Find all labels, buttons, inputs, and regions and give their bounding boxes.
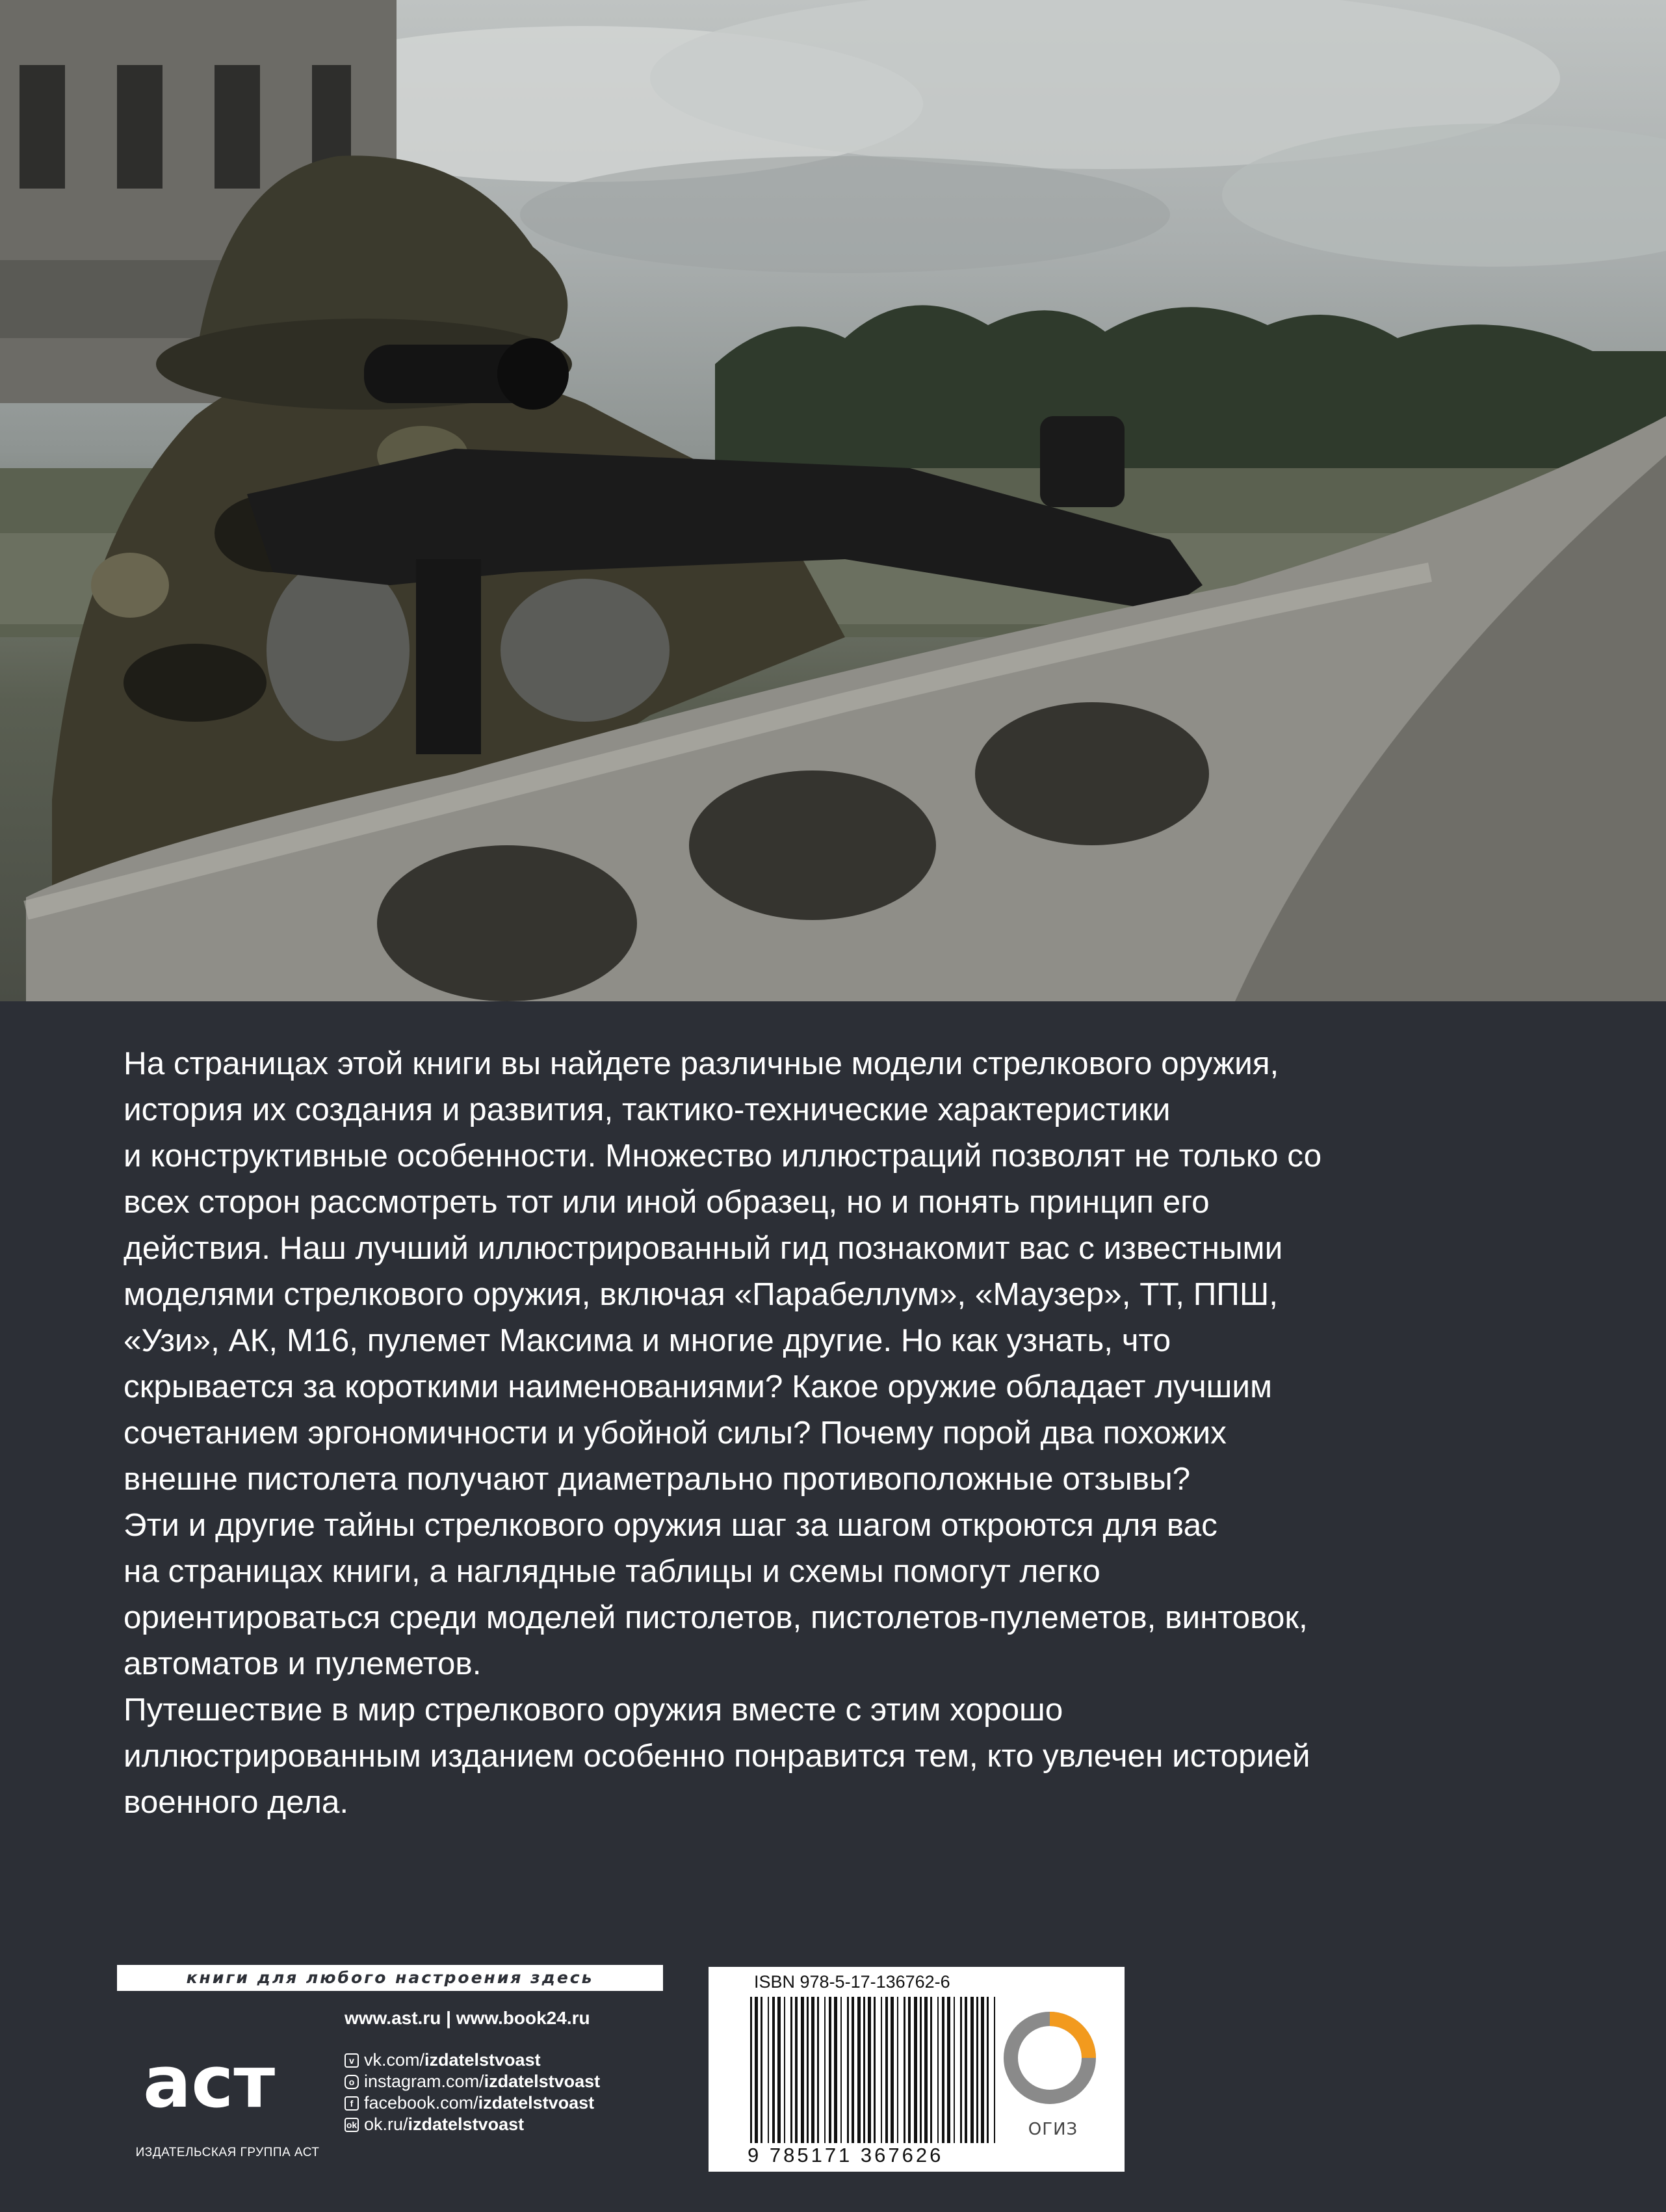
publisher-caption: ИЗДАТЕЛЬСКАЯ ГРУППА АСТ: [135, 2146, 320, 2159]
ogiz-label: ОГИЗ: [1028, 2120, 1078, 2139]
publisher-links: [345, 2008, 709, 2135]
social-prefix: instagram.com/: [364, 2072, 484, 2091]
description-line: внешне пистолета получают диаметрально противоположные отзывы?: [124, 1461, 1191, 1497]
barcode-bar: [817, 1997, 819, 2143]
barcode-bar: [874, 1997, 876, 2143]
barcode-bar: [777, 1997, 781, 2143]
description-line: «Узи», АК, М16, пулемет Максима и многие другие. Но как узнать, что: [124, 1323, 1171, 1358]
description-line: действия. Наш лучший иллюстрированный гид познакомит вас с известными: [124, 1230, 1283, 1266]
social-prefix: ok.ru/: [364, 2114, 408, 2134]
social-link-instagram[interactable]: [345, 2071, 709, 2092]
barcode-bar: [970, 1997, 974, 2143]
publisher-slogan: книги для любого настроения здесь: [117, 1965, 663, 1991]
barcode-bar: [960, 1997, 962, 2143]
barcode-bar: [930, 1997, 932, 2143]
vk-icon: v: [345, 2053, 359, 2068]
barcode-bar: [829, 1997, 831, 2143]
barcode-bar: [908, 1997, 911, 2143]
sniper-photo-icon: [0, 0, 1666, 1001]
barcode-bar: [857, 1997, 861, 2143]
barcode-bar: [981, 1997, 984, 2143]
description-line: На страницах этой книги вы найдете различные модели стрелкового оружия,: [124, 1046, 1279, 1081]
barcode-bar: [761, 1997, 762, 2143]
instagram-icon: o: [345, 2075, 359, 2089]
barcode-bar: [904, 1997, 905, 2143]
barcode-bar: [834, 1997, 837, 2143]
description-line: и конструктивные особенности. Множество иллюстраций позволят не только со: [124, 1138, 1322, 1174]
social-handle: izdatelstvoast: [424, 2050, 541, 2070]
description-line: Эти и другие тайны стрелкового оружия шаг за шагом откроются для вас: [124, 1507, 1217, 1543]
barcode-bar: [863, 1997, 865, 2143]
description-line: всех сторон рассмотреть тот или иной образец, но и понять принцип его: [124, 1184, 1210, 1220]
isbn-barcode-panel: [709, 1967, 1125, 2172]
barcode-bar: [768, 1997, 769, 2143]
barcode-bar: [987, 1997, 989, 2143]
description-line: на страницах книги, а наглядные таблицы и схемы помогут легко: [124, 1553, 1100, 1589]
barcode-bar: [840, 1997, 842, 2143]
description-line: военного дела.: [124, 1784, 349, 1820]
description-line: моделями стрелкового оружия, включая «Парабеллум», «Маузер», ТТ, ППШ,: [124, 1276, 1278, 1312]
description-line: ориентироваться среди моделей пистолетов, пистолетов-пулеметов, винтовок,: [124, 1600, 1308, 1635]
ast-logo-icon: [130, 2003, 312, 2146]
barcode-bar: [811, 1997, 814, 2143]
barcode-bar: [976, 1997, 978, 2143]
social-link-vk[interactable]: [345, 2049, 709, 2071]
barcode-bar: [924, 1997, 928, 2143]
barcode-bar: [954, 1997, 955, 2143]
barcode-bar: [947, 1997, 950, 2143]
barcode-icon: [748, 1997, 1001, 2143]
social-handle: izdatelstvoast: [408, 2114, 525, 2134]
cover-photo: [0, 0, 1666, 1001]
barcode-bar: [937, 1997, 939, 2143]
barcode-bar: [755, 1997, 758, 2143]
book-description: [124, 1040, 1573, 1825]
barcode-bar: [801, 1997, 804, 2143]
social-handle: izdatelstvoast: [478, 2093, 595, 2113]
website-links[interactable]: www.ast.ru | www.book24.ru: [345, 2008, 590, 2028]
barcode-bar: [914, 1997, 917, 2143]
barcode-bar: [885, 1997, 888, 2143]
barcode-digits: 9 785171 367626: [748, 2144, 944, 2166]
barcode-bar: [772, 1997, 775, 2143]
social-prefix: facebook.com/: [364, 2093, 478, 2113]
barcode-bar: [795, 1997, 798, 2143]
description-line: скрывается за короткими наименованиями? Какое оружие обладает лучшим: [124, 1369, 1273, 1404]
description-line: Путешествие в мир стрелкового оружия вместе с этим хорошо: [124, 1692, 1063, 1728]
ast-logo-text: аст: [143, 2040, 276, 2124]
barcode-bar: [942, 1997, 944, 2143]
barcode-bar: [847, 1997, 849, 2143]
description-line: история их создания и развития, тактико-технические характеристики: [124, 1092, 1171, 1127]
description-line: сочетанием эргономичности и убойной силы? Почему порой два похожих: [124, 1415, 1227, 1451]
barcode-bar: [784, 1997, 785, 2143]
barcode-bar: [994, 1997, 995, 2143]
barcode-bar: [897, 1997, 898, 2143]
ogiz-logo-icon: [1001, 2006, 1099, 2116]
barcode-bar: [824, 1997, 826, 2143]
barcode-bar: [881, 1997, 882, 2143]
description-line: автоматов и пулеметов.: [124, 1646, 482, 1681]
social-handle: izdatelstvoast: [484, 2072, 601, 2091]
barcode-bar: [965, 1997, 967, 2143]
barcode-bar: [920, 1997, 922, 2143]
barcode-bar: [750, 1997, 752, 2143]
barcode-bar: [807, 1997, 809, 2143]
barcode-bar: [891, 1997, 894, 2143]
facebook-icon: f: [345, 2096, 359, 2111]
barcode-bar: [790, 1997, 792, 2143]
social-prefix: vk.com/: [364, 2050, 425, 2070]
ok-icon: ok: [345, 2118, 359, 2132]
isbn-number: ISBN 978-5-17-136762-6: [754, 1972, 950, 1992]
social-link-facebook[interactable]: [345, 2092, 709, 2114]
barcode-bar: [868, 1997, 871, 2143]
barcode-bar: [852, 1997, 854, 2143]
description-line: иллюстрированным изданием особенно понравится тем, кто увлечен историей: [124, 1738, 1310, 1774]
social-link-ok[interactable]: [345, 2114, 709, 2135]
